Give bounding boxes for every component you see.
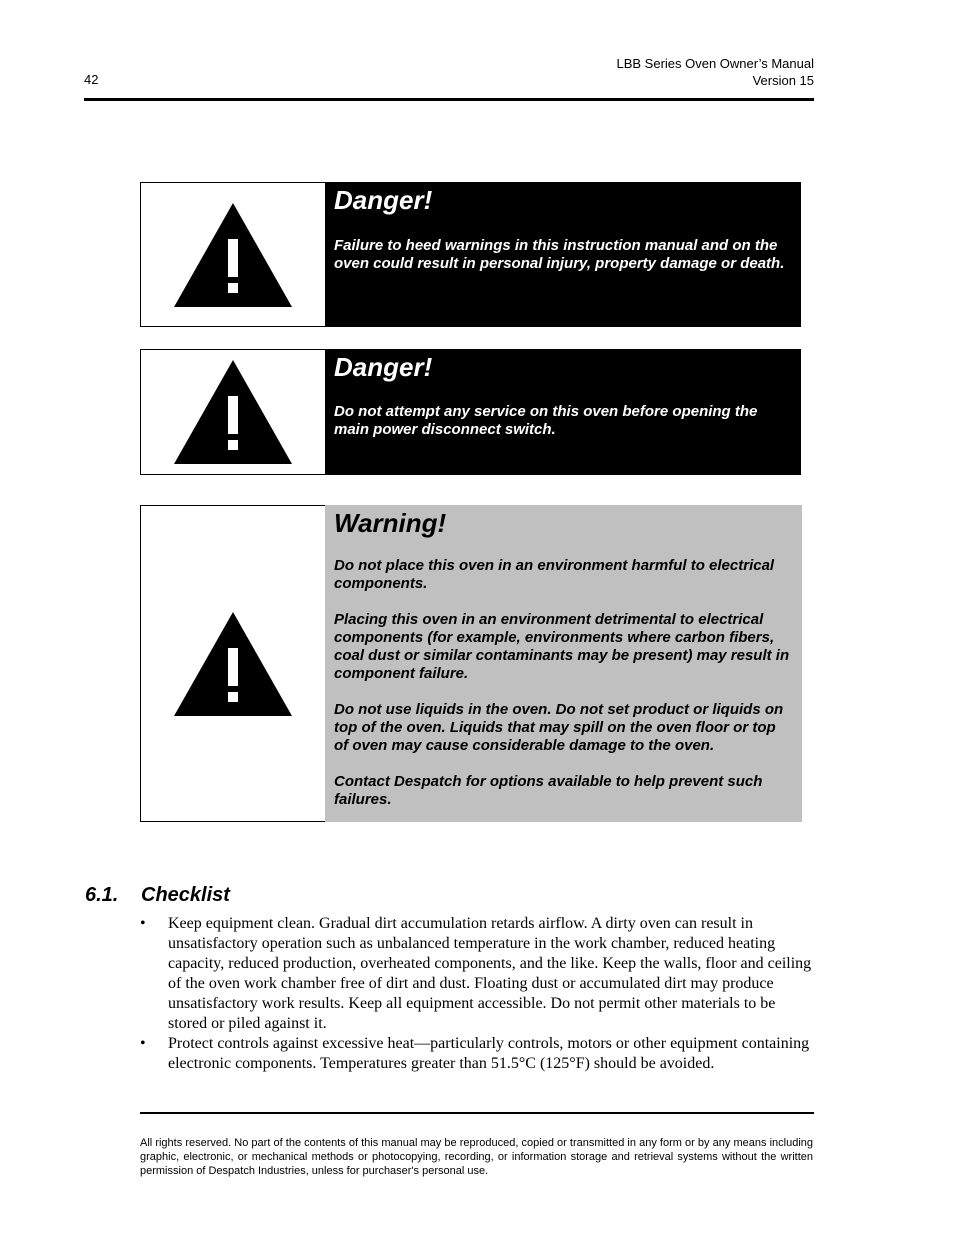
warning-triangle-icon — [174, 360, 292, 464]
notice-text-cell — [325, 182, 801, 327]
list-item — [140, 914, 816, 1034]
section-number: 6.1. — [85, 884, 119, 906]
danger-notice-1 — [140, 182, 801, 327]
footer-divider — [140, 1112, 814, 1114]
section-heading — [85, 884, 230, 907]
notice-paragraph: Do not place this oven in an environment harmful to electrical components. — [334, 557, 775, 592]
section-title: Checklist — [141, 884, 230, 906]
page-number: 42 — [84, 72, 99, 87]
notice-paragraph: Failure to heed warnings in this instruction manual and on the oven could result in personal injury, property damage or death. — [334, 237, 785, 272]
bullet-icon: • — [140, 1035, 146, 1052]
notice-text-cell — [325, 505, 802, 822]
warning-triangle-icon — [174, 203, 292, 307]
notice-title: Danger! — [334, 185, 433, 215]
notice-title: Warning! — [334, 508, 447, 538]
list-item — [140, 1034, 816, 1074]
list-item-text: Protect controls against excessive heat—particularly controls, motors or other equipment containing electronic components. Temperatures greater than 51.5°C (125°F) should be avoided. — [168, 1035, 810, 1072]
icon-cell — [141, 183, 325, 326]
list-item-text: Keep equipment clean. Gradual dirt accumulation retards airflow. A dirty oven can result in unsatisfactory operation such as unbalanced temperature in the work chamber, reduced heating capacity, reduced production, overheated components, and the like. Keep the walls, floor and ceiling of the oven work chamber free of dirt and dust. Floating dust or accumulated dirt may produce unsatisfactory work results. Keep all equipment accessible. Do not permit other materials to be stored or piled against it. — [168, 915, 812, 1032]
manual-title: LBB Series Oven Owner’s Manual — [616, 56, 814, 71]
header-divider — [84, 98, 814, 101]
notice-paragraph: Do not attempt any service on this oven before opening the main power disconnect switch. — [334, 403, 758, 438]
danger-notice-2 — [140, 349, 801, 475]
header-title-block — [616, 55, 814, 89]
icon-cell — [141, 506, 325, 821]
notice-paragraph: Contact Despatch for options available to help prevent such failures. — [334, 773, 763, 808]
manual-version: Version 15 — [752, 73, 814, 88]
warning-triangle-icon — [174, 612, 292, 716]
checklist — [140, 914, 816, 1074]
notice-title: Danger! — [334, 352, 433, 382]
copyright-notice: All rights reserved. No part of the contents of this manual may be reproduced, copied or transmitted in any form or by any means including graphic, electronic, or mechanical methods or photocopying, recording, or information storage and retrieval systems without the written permission of Despatch Industries, unless for purchaser's personal use. — [140, 1137, 813, 1177]
notice-text-cell — [325, 349, 801, 475]
notice-paragraph: Placing this oven in an environment detrimental to electrical components (for example, environments where carbon fibers, coal dust or similar contaminants may be present) may result in component failure. — [334, 611, 790, 682]
notice-paragraph: Do not use liquids in the oven. Do not set product or liquids on top of the oven. Liquids that may spill on the oven floor or top of oven may cause considerable damage to the oven. — [334, 701, 784, 754]
warning-notice — [140, 505, 802, 822]
icon-cell — [141, 350, 325, 474]
bullet-icon: • — [140, 915, 146, 932]
